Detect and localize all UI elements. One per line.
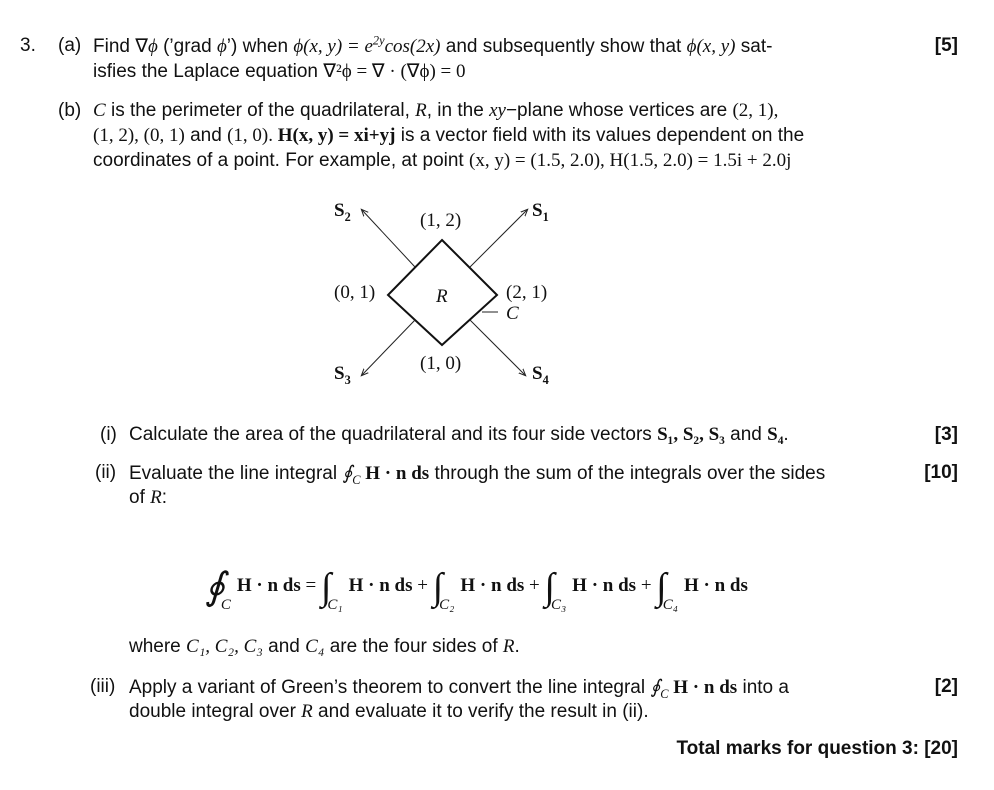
part-a-line1: Find ∇ϕ (’grad ϕ’) when ϕ(x, $y) = e^{2y}\cos(2x)$ and subsequently show that ϕ(x, y) sat- (93, 33, 773, 57)
part-a-line2: isfies the Laplace equation ∇²ϕ = ∇ · (∇ϕ) = 0 (93, 61, 466, 82)
eq-plus-2: + (524, 575, 545, 596)
integral-sign-3: ∫ (544, 566, 555, 608)
vertex-top-label: (1, 2) (420, 210, 462, 231)
part-b-line2: (1, 2), (0, 1) and (1, 0). H(x, y) = xi+yj is a vector field with its values dependent on the (93, 125, 805, 146)
integral-sub-2: C₂ (439, 597, 455, 613)
part-b-label: (b) (58, 100, 82, 121)
sub-ii-label: (ii) (95, 462, 117, 483)
eq-equals: = (300, 575, 321, 596)
eq-term-1: H · n ds (348, 575, 413, 596)
sub-iii-line1: Apply a variant of Green’s theorem to convert the line integral $∮_C$ H · n ds into a (129, 677, 789, 701)
line-integral-equation (205, 560, 748, 613)
vertex-right-label: (2, 1) (506, 282, 548, 303)
sub-ii-line2: of R: (129, 487, 168, 508)
question-number: 3. (20, 35, 36, 56)
eq-term-3: H · n ds (572, 575, 637, 596)
part-a-label: (a) (58, 35, 82, 56)
eq-term-2: H · n ds (460, 575, 525, 596)
part-a-marks: [5] (934, 35, 958, 56)
where-line: where C₁, C₂, C₃ and C₄ are the four sides of R. (129, 636, 520, 657)
s4-arrow (470, 320, 525, 375)
quadrilateral-diagram (320, 195, 580, 395)
s2-label: $S_2$ (334, 200, 351, 224)
eq-term-4: H · n ds (683, 575, 748, 596)
vertex-left-label: (0, 1) (334, 282, 376, 303)
s3-label: $S_3$ (334, 363, 351, 387)
sub-iii-line2: double integral over R and evaluate it to verify the result in (ii). (129, 701, 649, 722)
integral-sign-1: ∫ (320, 566, 332, 608)
eq-plus-1: + (412, 575, 433, 596)
sub-i-label: (i) (100, 424, 117, 445)
part-b-line1: C is the perimeter of the quadrilateral, R, in the xy−plane whose vertices are (2, 1), (93, 100, 779, 121)
sub-ii-marks: [10] (924, 462, 958, 483)
vertex-bottom-label: (1, 0) (420, 353, 462, 374)
sub-ii-line1: Evaluate the line integral $∮_C$ H · n ds through the sum of the integrals over the sides (129, 463, 826, 487)
perimeter-c-label: C (506, 303, 519, 324)
integral-sub-3: C₃ (550, 597, 567, 613)
eq-plus-3: + (636, 575, 657, 596)
closed-integral-sign: ∮ (205, 566, 225, 608)
region-r-label: R (436, 286, 448, 307)
s4-label: $S_4$ (532, 363, 549, 387)
s1-arrow (470, 210, 527, 267)
integral-sign-2: ∫ (432, 566, 444, 608)
integral-sign-4: ∫ (656, 566, 667, 608)
part-b-line3: coordinates of a point. For example, at point (x, y) = (1.5, 2.0), H(1.5, 2.0) = 1.5i + 2.0j (93, 150, 792, 171)
s2-arrow (362, 210, 415, 267)
sub-iii-label: (iii) (90, 676, 116, 697)
closed-integral-sub: C (220, 597, 231, 613)
s1-label: $S_1$ (532, 200, 549, 224)
sub-i-text: Calculate the area of the quadrilateral and its four side vectors S₁, S₂, S₃ and S₄. (129, 424, 789, 445)
integral-sub-4: C₄ (662, 597, 678, 613)
total-marks: Total marks for question 3: [20] (676, 738, 958, 759)
s3-arrow (362, 320, 415, 375)
eq-term-0: H · n ds (236, 575, 301, 596)
sub-iii-marks: [2] (934, 676, 958, 697)
integral-sub-1: C₁ (327, 597, 343, 613)
sub-i-marks: [3] (934, 424, 958, 445)
